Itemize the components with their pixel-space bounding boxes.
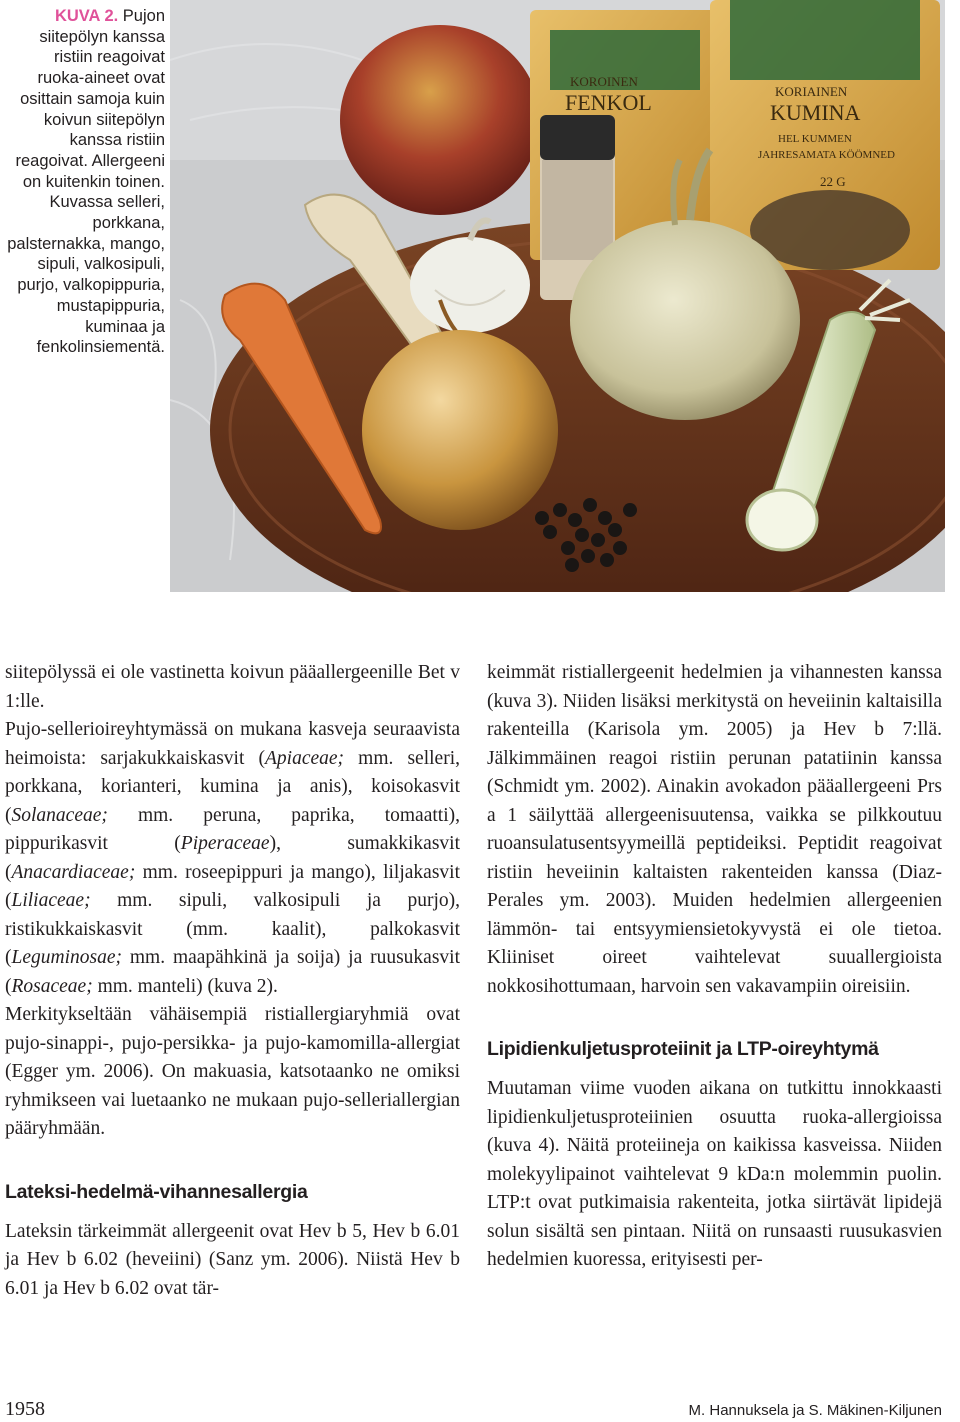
left-paragraph-1: siitepölyssä ei ole vastinetta koivun pääallergeenille Bet v 1:lle. (5, 662, 460, 712)
taxon-name: Rosaceae; (11, 975, 93, 997)
taxon-name: Piperaceae (180, 833, 270, 854)
right-paragraph-2: Muutaman viime vuoden aikana on tutkittu innokkaasti lipidienkuljetusproteiinien osuutta ruoka-allergioissa (kuva 4). Näitä proteiineja on kaikissa kasveissa. Niiden molekyylipainot vaihtelevat 9 kDa:n molemmin puolin. LTP:t ovat putkimaisia rakenteita, jotka siirtävät lipidejä solun sisältä sen pintaan. Niitä on runsaasti ruusukasvien hedelmien kuoressa, erityisesti per- (487, 1078, 942, 1270)
svg-text:FENKOL: FENKOL (565, 90, 652, 115)
svg-text:HEL KUMMEN: HEL KUMMEN (778, 133, 852, 145)
text-run: mm. peruna, paprika, tomaatti), pippurikasvit ( (5, 804, 460, 854)
text-run: Pujo-sellerioireyhtymässä on mukana kasveja seuraavista heimoista: sarjakukkaiskasvit ( (5, 719, 460, 769)
text-run: mm. roseepippuri ja mango), liljakasvit ( (5, 861, 460, 911)
footer-authors: M. Hannuksela ja S. Mäkinen-Kiljunen (688, 1402, 942, 1419)
figure-photo (170, 0, 945, 592)
svg-text:22 G: 22 G (820, 174, 846, 189)
right-column (487, 659, 942, 1275)
svg-text:KORIAINEN: KORIAINEN (775, 84, 848, 99)
left-paragraph-2 (5, 716, 460, 1001)
mango (340, 25, 540, 215)
text-run: ), sumakkikasvit ( (5, 833, 461, 883)
page-number: 1958 (5, 1398, 45, 1420)
left-paragraph-3: Merkitykseltään vähäisempiä ristiallergiaryhmiä ovat pujo-sinappi-, pujo-persikka- ja pujo-kamomilla-allergiat (Egger ym. 2006). On makuasia, katsotaanko ne omiksi ryhmikseen vai luetaanko ne mukaan pujo-selleriallergian pääryhmään. (5, 1004, 460, 1139)
figure-caption-text: Pujon siitepölyn kanssa ristiin reagoivat ruoka-aineet ovat osittain samoja kuin koivun siitepölyn kanssa ristiin reagoivat. Allergeeni on kuitenkin toinen. Kuvassa selleri, porkkana, palsternakka, mango, sipuli, valkosipuli, purjo, valkopippuria, mustapippuria, kuminaa ja fenkolinsiementä. (7, 7, 165, 357)
svg-text:JAHRESAMATA KÖÖMNED: JAHRESAMATA KÖÖMNED (758, 149, 895, 161)
figure-caption (5, 6, 165, 358)
left-paragraph-4: Lateksin tärkeimmät allergeenit ovat Hev b 5, Hev b 6.01 ja Hev b 6.02 (heveiini) (Sanz ym. 2006). Niistä Hev b 6.01 ja Hev b 6.02 ovat tär- (5, 1220, 460, 1299)
figure-label: KUVA 2. (54, 7, 119, 25)
svg-text:KOROINEN: KOROINEN (570, 74, 638, 89)
taxon-name: Liliaceae; (11, 890, 91, 911)
section-heading-ltp: Lipidienkuljetusproteiinit ja LTP-oireyhtymä (487, 1038, 879, 1060)
text-run: mm. selleri, porkkana, korianteri, kumina ja anis), koisokasvit ( (5, 747, 460, 826)
cumin-packet (710, 0, 940, 270)
text-run: mm. manteli) (kuva 2). (92, 975, 278, 997)
text-run: mm. sipuli, valkosipuli ja purjo), ristikukkaiskasvit (mm. kaalit), palkokasvit ( (5, 890, 460, 968)
taxon-name: Anacardiaceae; (11, 861, 136, 883)
section-heading-latex: Lateksi-hedelmä-vihannesallergia (5, 1180, 308, 1203)
left-column (5, 659, 460, 1303)
taxon-name: Apiaceae; (265, 747, 345, 769)
taxon-name: Leguminosae; (11, 947, 122, 968)
text-run: mm. maapähkinä ja soija) ja ruusukasvit ( (5, 947, 460, 997)
taxon-name: Solanaceae; (11, 804, 108, 826)
svg-text:KUMINA: KUMINA (770, 100, 861, 125)
right-paragraph-1: keimmät ristiallergeenit hedelmien ja vihannesten kanssa (kuva 3). Niiden lisäksi merkitystä on heveiinin kaltaisilla rakenteilla (Karisola ym. 2005) ja Hev b 7:llä. Jälkimmäinen reagoi ristiin perunan patatiinin kanssa (Schmidt ym. 2002). Ainakin avokadon pääallergeeni Prs a 1 säilyttää allergeenisuutensa, vaikka se pilkkoutuu ruoansulatusentsyymeillä peptideiksi. Peptidit reagoivat ristiin heveiinin kaltaisten rakenteiden kanssa (Diaz-Perales ym. 2003). Muiden hedelmien allergeenien lämmön- tai entsyymiensietokyvystä ei ole tietoa. Kliiniset oireet vaihtelevat suuallergioista nokkosihottumaan, harvoin sen vakavampiin oireisiin. (487, 662, 942, 997)
